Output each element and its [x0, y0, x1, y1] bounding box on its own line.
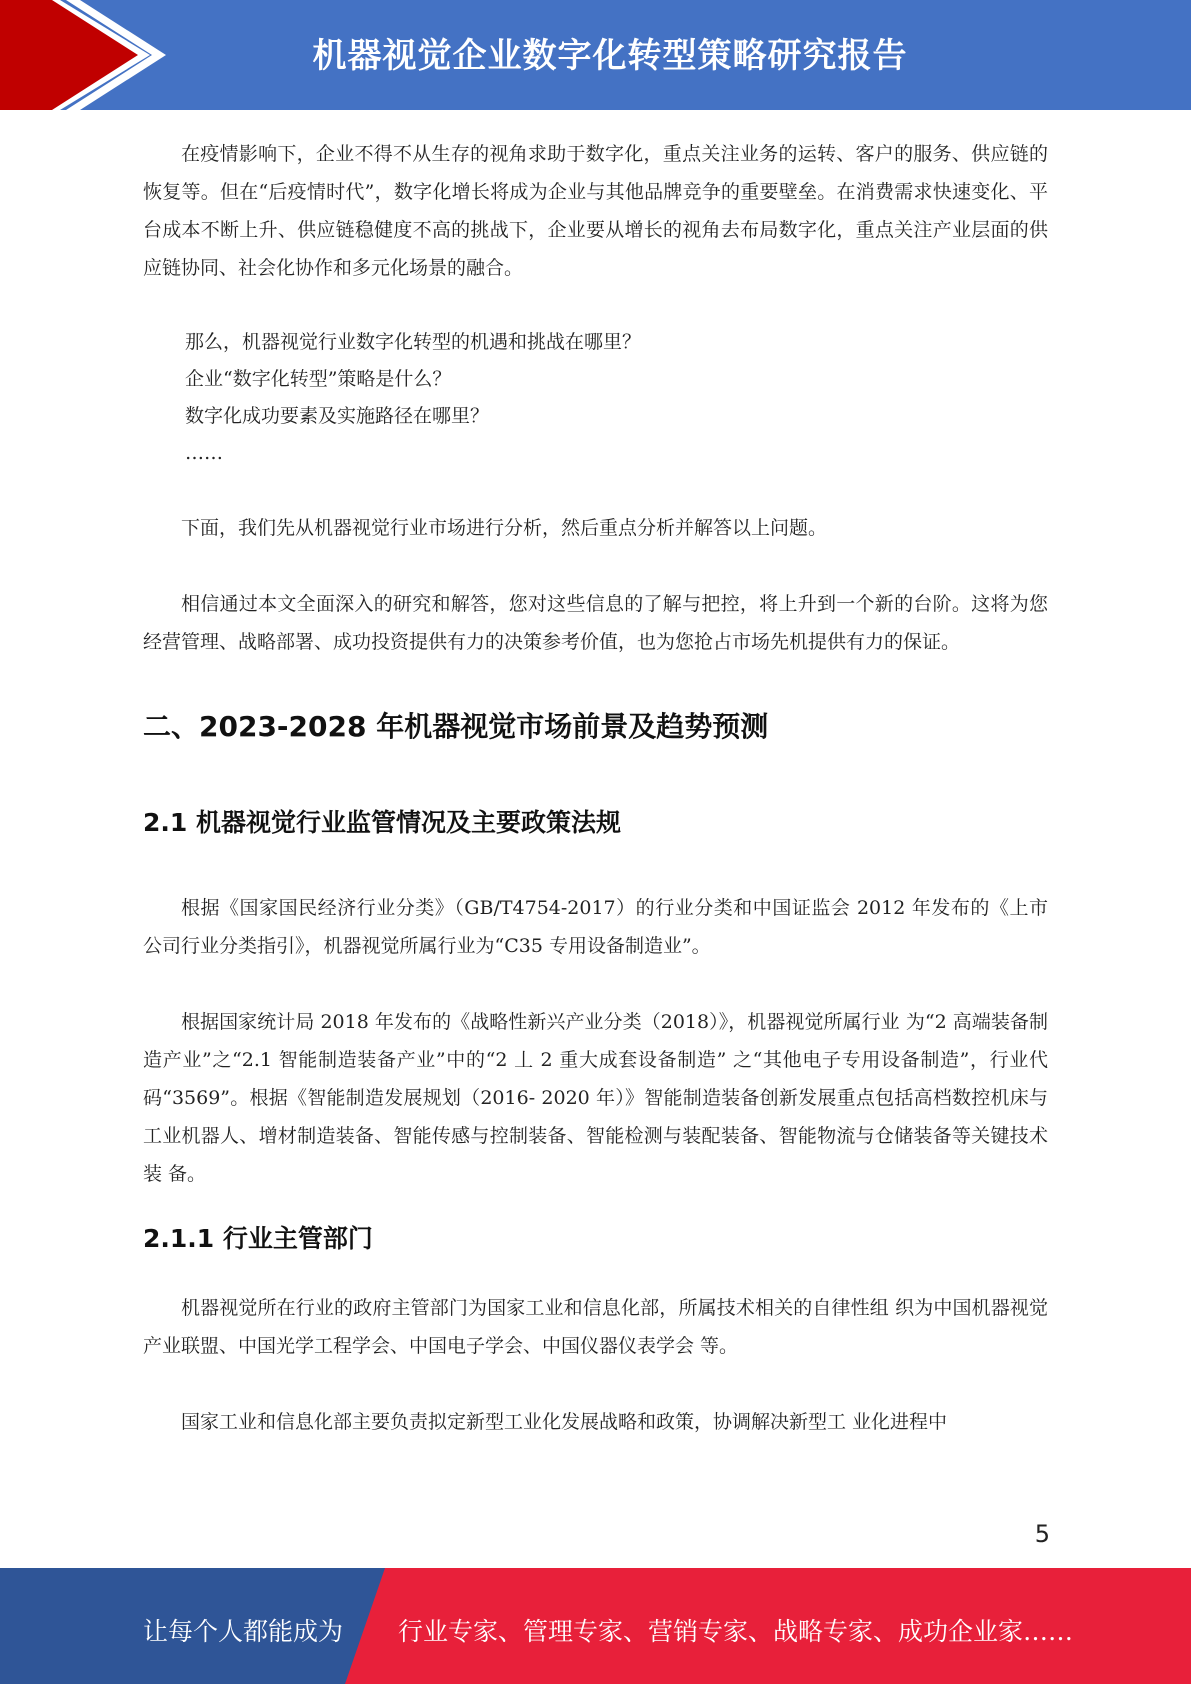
subsubsection-title: 2.1.1 行业主管部门	[143, 1224, 373, 1253]
footer-slogan-left: 让每个人都能成为	[143, 1617, 344, 1646]
transition-paragraph: 下面，我们先从机器视觉行业市场进行分析，然后重点分析并解答以上问题。	[181, 517, 828, 539]
main-content	[143, 135, 1048, 1441]
question-1: 那么，机器视觉行业数字化转型的机遇和挑战在哪里？	[185, 331, 642, 353]
intro-paragraph: 在疫情影响下，企业不得不从生存的视角求助于数字化，重点关注业务的运转、客户的服务、供应链的恢复等。但在“后疫情时代”，数字化增长将成为企业与其他品牌竞争的重要壁垒。在消费需求快速变化、平台成本不断上升、供应链稳健度不高的挑战下，企业要从增长的视角去布局数字化，重点关注产业层面的供应链协同、社会化协作和多元化场景的融合。	[143, 143, 1048, 279]
question-2: 企业“数字化转型”策略是什么？	[185, 368, 452, 390]
regulation-paragraph-1: 根据《国家国民经济行业分类》（GB/T4754-2017）的行业分类和中国证监会 2012 年发布的《上市公司行业分类指引》，机器视觉所属行业为“C35 专用设备制造业”。	[143, 897, 1048, 957]
page-number: 5	[1034, 1520, 1050, 1548]
footer-banner	[0, 1568, 1191, 1684]
authority-paragraph-2: 国家工业和信息化部主要负责拟定新型工业化发展战略和政策，协调解决新型工 业化进程中	[181, 1411, 948, 1433]
report-title: 机器视觉企业数字化转型策略研究报告	[312, 36, 908, 76]
footer-slogan-right: 行业专家、管理专家、营销专家、战略专家、成功企业家……	[398, 1617, 1074, 1646]
question-ellipsis: ……	[185, 442, 223, 464]
authority-paragraph-1: 机器视觉所在行业的政府主管部门为国家工业和信息化部，所属技术相关的自律性组 织为中国机器视觉产业联盟、中国光学工程学会、中国电子学会、中国仪器仪表学会 等。	[143, 1297, 1048, 1357]
subsection-title: 2.1 机器视觉行业监管情况及主要政策法规	[143, 808, 621, 837]
section-title: 二、2023-2028 年机器视觉市场前景及趋势预测	[143, 710, 769, 743]
header-banner	[0, 0, 1191, 110]
regulation-paragraph-2: 根据国家统计局 2018 年发布的《战略性新兴产业分类（2018）》，机器视觉所属行业 为“2 高端装备制造产业”之“2.1 智能制造装备产业”中的“2 丄 2 重大成套设备制造” 之“其他电子专用设备制造”，行业代码“3569”。根据《智能制造发展规划（2016- 2020 年）》智能制造装备创新发展重点包括高档数控机床与工业机器人、增材制造装备、智能传感与控制装备、智能检测与装配装备、智能物流与仓储装备等关键技术装 备。	[143, 1011, 1048, 1185]
question-3: 数字化成功要素及实施路径在哪里？	[185, 405, 490, 427]
value-paragraph: 相信通过本文全面深入的研究和解答，您对这些信息的了解与把控，将上升到一个新的台阶。这将为您经营管理、战略部署、成功投资提供有力的决策参考价值，也为您抢占市场先机提供有力的保证。	[143, 593, 1048, 653]
